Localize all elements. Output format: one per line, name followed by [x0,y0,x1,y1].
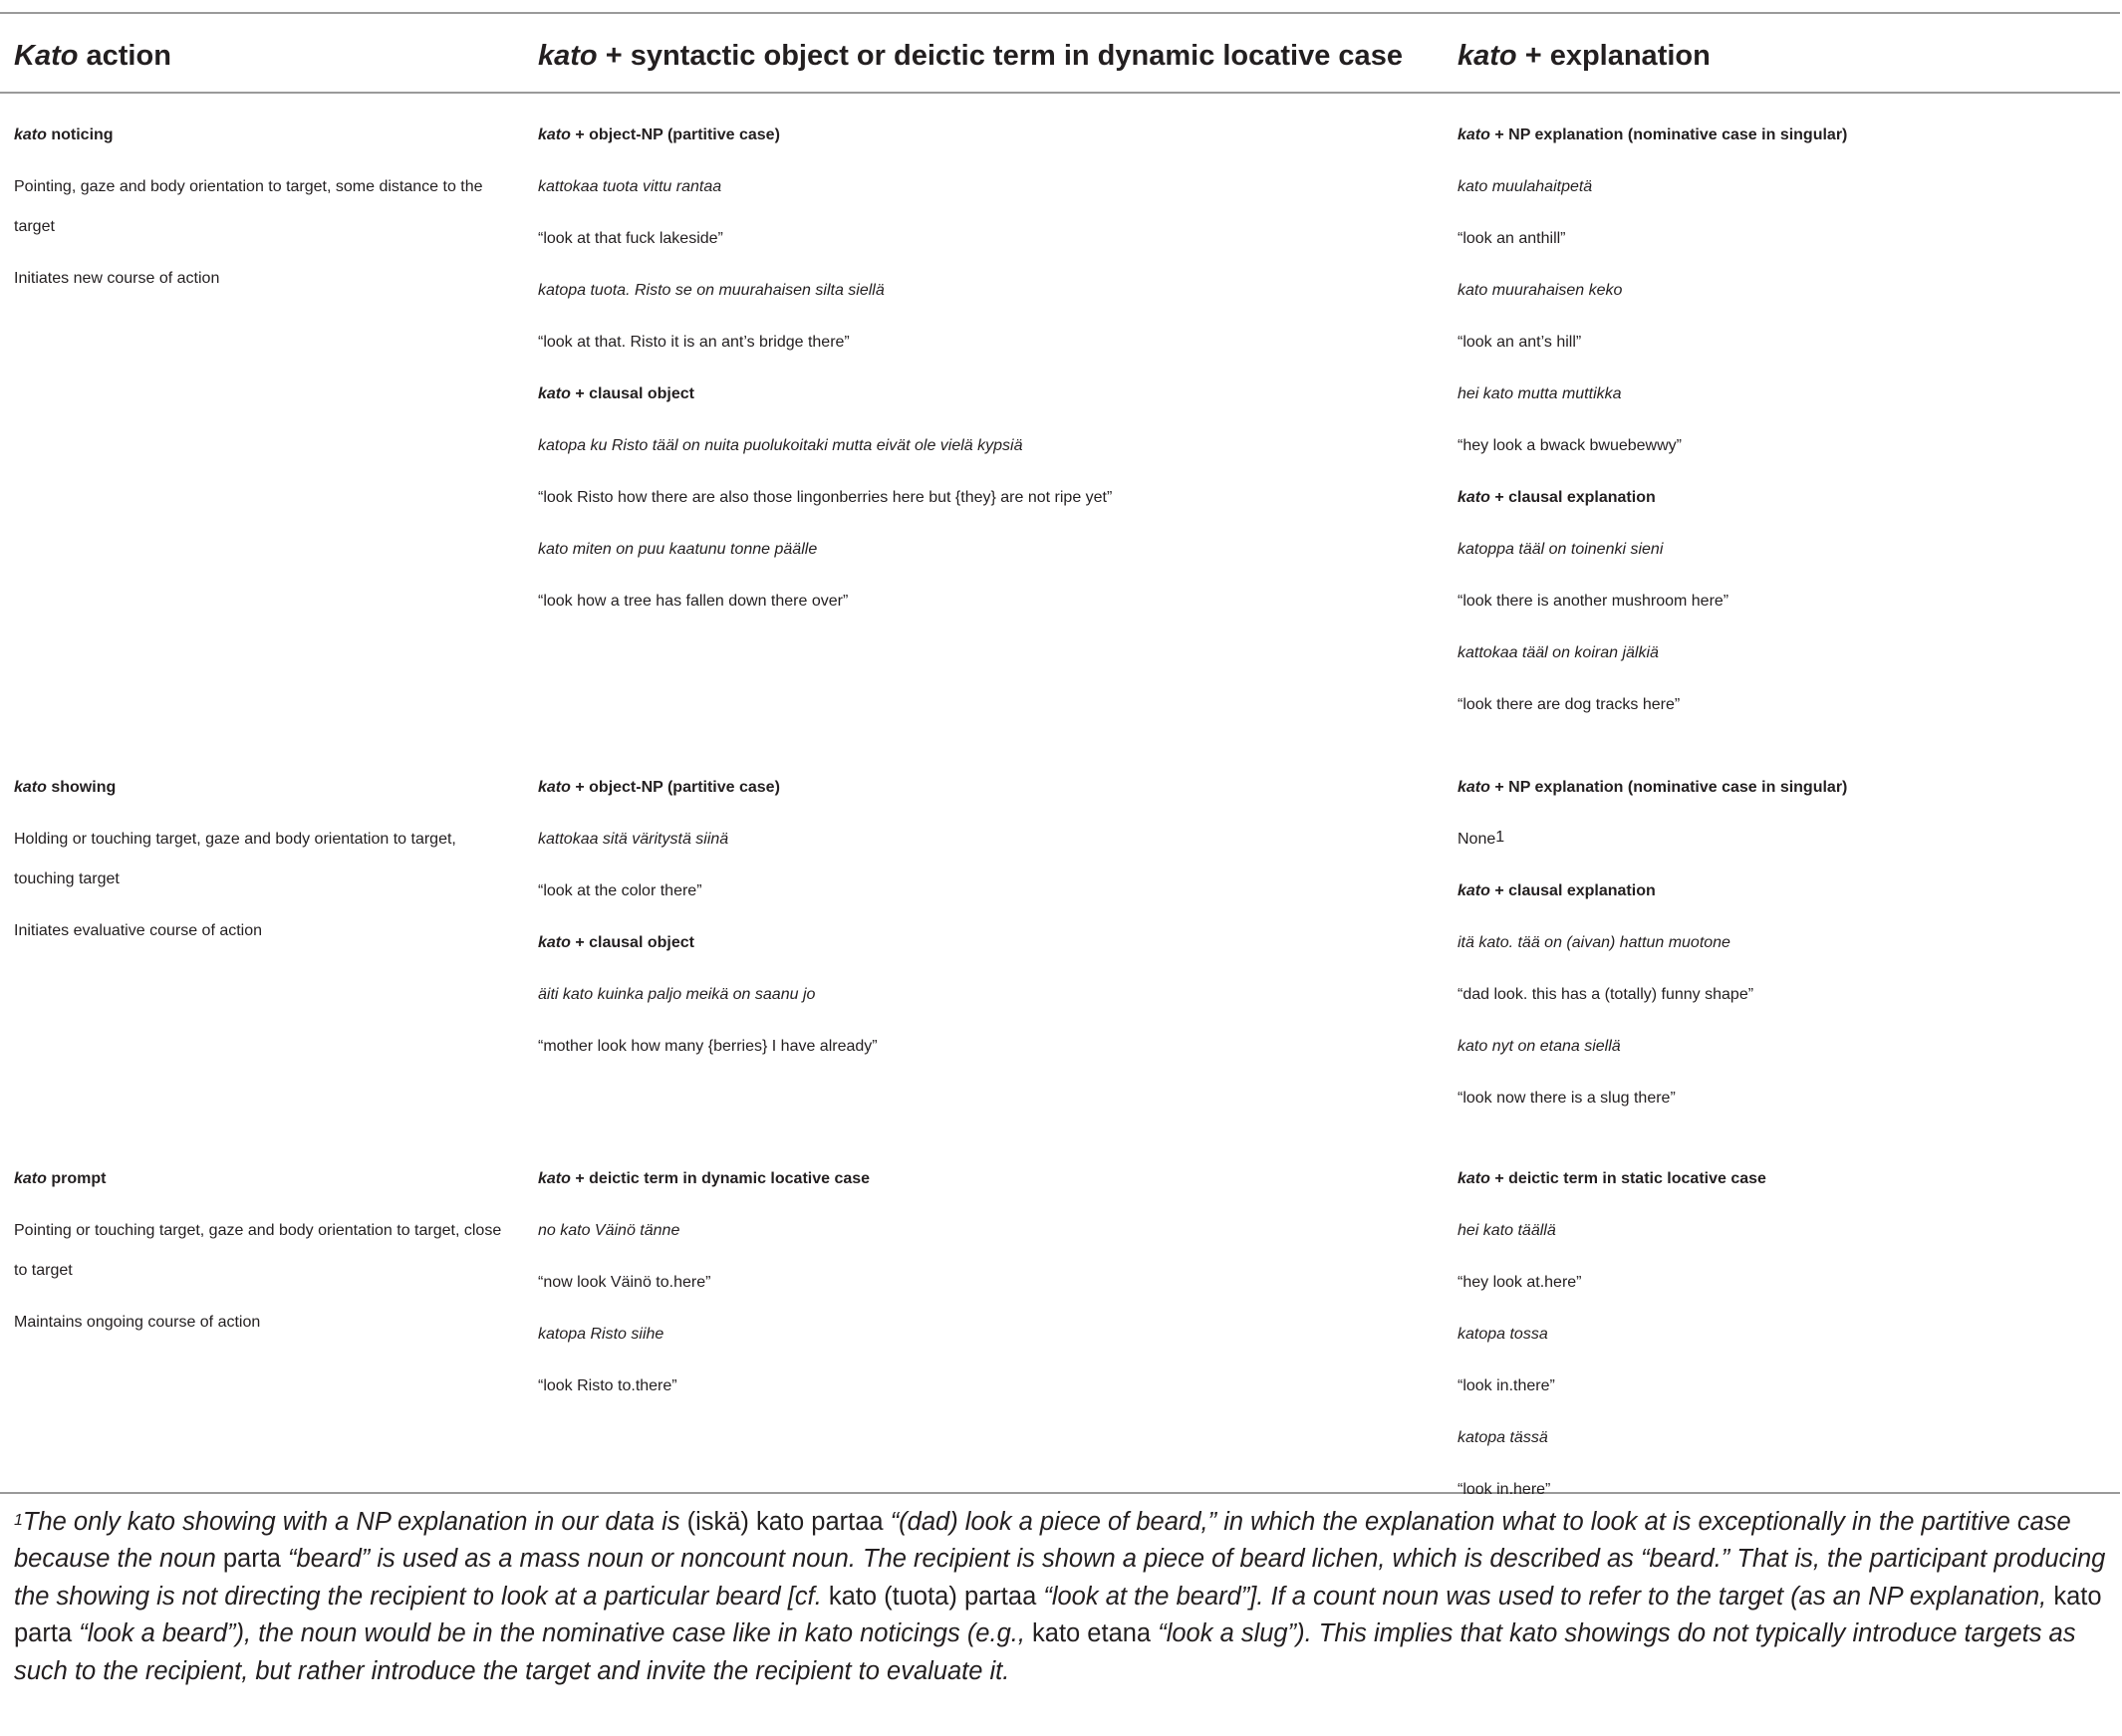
subheading: kato + clausal explanation [1458,882,1656,899]
action-description: Holding or touching target, gaze and body orientation to target, touching target [14,831,456,887]
header-action-em: Kato [14,40,79,72]
english-translation: “look there is another mushroom here” [1458,593,1729,610]
english-translation: “look how a tree has fallen down there over” [538,593,849,610]
header-rule [0,92,2120,94]
footnote-segment: kato (tuota) partaa [828,1582,1037,1611]
row-noticing-object [538,116,1415,633]
footnote-ref: 1 [1495,829,1505,846]
subheading: kato + deictic term in dynamic locative case [538,1170,871,1187]
english-translation: “hey look a bwack bwuebewwy” [1458,437,1682,454]
finnish-example: no kato Väinö tänne [538,1222,680,1239]
finnish-example: kato nyt on etana siellä [1458,1038,1621,1055]
footnote-segment: “look a slug”). This implies that kato showings do not typically introduce targets as such to the recipient, but rather introduce the target and invite the recipient to evaluate it. [14,1619,2076,1685]
finnish-example: äiti kato kuinka paljo meikä on saanu jo [538,986,816,1003]
header-explanation-text: + explanation [1516,40,1711,72]
footnote-segment: kato etana [1032,1619,1152,1648]
finnish-example: kattokaa tuota vittu rantaa [538,178,722,195]
row-prompt-object [538,1159,1415,1418]
header-explanation [1458,36,1711,76]
action-function: Initiates new course of action [14,270,220,287]
finnish-example: itä kato. tää on (aivan) hattun muotone [1458,934,1730,951]
action-title: kato prompt [14,1170,107,1187]
subheading: kato + clausal object [538,385,694,402]
action-description: Pointing or touching target, gaze and body orientation to target, close to target [14,1222,502,1279]
footnote-segment: The only kato showing with a NP explanation in our data is [22,1508,687,1536]
english-translation: “look at that. Risto it is an ant’s bridge there” [538,334,850,351]
table-footnote [14,1504,2116,1690]
footnote-segment: “look a beard”), the noun would be in the nominative case like in kato noticings (e.g., [72,1619,1033,1648]
footnote-segment: kato parta [14,1582,2102,1648]
english-translation: “look an anthill” [1458,230,1566,247]
finnish-example: hei kato täällä [1458,1222,1556,1239]
header-action [14,36,171,76]
action-title: kato noticing [14,126,114,143]
row-showing-explanation [1458,768,2095,1130]
row-prompt-action [14,1159,502,1355]
footnote-marker: 1 [14,1512,23,1529]
finnish-example: katopa ku Risto tääl on nuita puolukoitaki mutta eivät ole vielä kypsiä [538,437,1023,454]
finnish-example: kattokaa sitä väritystä siinä [538,831,729,848]
footnote-segment: (iskä) kato partaa [686,1508,884,1536]
row-showing-action [14,768,502,963]
row-showing-object [538,768,1415,1079]
english-translation: “dad look. this has a (totally) funny shape” [1458,986,1754,1003]
english-translation: “mother look how many {berries} I have already” [538,1038,878,1055]
footnote-segment: “(dad) look a piece of beard,” in which the explanation what to look at is exceptionally in the partitive case because the noun [14,1508,2071,1574]
finnish-example: katopa tässä [1458,1429,1548,1446]
english-translation: “look Risto how there are also those lingonberries here but {they} are not ripe yet” [538,489,1113,506]
finnish-example: katopa tossa [1458,1326,1548,1343]
footnote-segment: parta [222,1545,281,1574]
row-prompt-explanation [1458,1159,2095,1522]
subheading: kato + clausal explanation [1458,489,1656,506]
english-translation: “look in.here” [1458,1481,1551,1498]
english-translation: “now look Väinö to.here” [538,1274,711,1291]
row-noticing-action [14,116,502,311]
subheading: kato + deictic term in static locative case [1458,1170,1766,1187]
header-action-text: action [78,40,171,72]
finnish-example: katopa Risto siihe [538,1326,664,1343]
english-translation: “look there are dog tracks here” [1458,696,1681,713]
english-translation: “look now there is a slug there” [1458,1090,1676,1107]
action-function: Maintains ongoing course of action [14,1314,261,1331]
header-object-text: + syntactic object or deictic term in dynamic locative case [597,40,1403,72]
english-translation: “look at that fuck lakeside” [538,230,723,247]
subheading: kato + NP explanation (nominative case in singular) [1458,126,1848,143]
finnish-example: kato muulahaitpetä [1458,178,1593,195]
none-entry: None$^1$ [1458,829,1505,848]
english-translation: “look Risto to.there” [538,1377,677,1394]
top-rule [0,12,2120,14]
english-translation: “look at the color there” [538,882,702,899]
subheading: kato + object-NP (partitive case) [538,779,780,796]
action-description: Pointing, gaze and body orientation to target, some distance to the target [14,178,483,235]
header-object [538,36,1403,76]
subheading: kato + NP explanation (nominative case in singular) [1458,779,1848,796]
english-translation: “look an ant’s hill” [1458,334,1582,351]
finnish-example: kato muurahaisen keko [1458,282,1623,299]
footnote-segment: “beard” is used as a mass noun or noncount noun. The recipient is shown a piece of beard lichen, which is described as “beard.” That is, the participant producing the showing is not directing the recipient to look at a particular beard [cf. [14,1545,2106,1611]
english-translation: “hey look at.here” [1458,1274,1582,1291]
subheading: kato + clausal object [538,934,694,951]
action-function: Initiates evaluative course of action [14,922,263,939]
footnote-segment: “look at the beard”]. If a count noun was used to refer to the target (as an NP explanation, [1036,1582,2054,1611]
subheading: kato + object-NP (partitive case) [538,126,780,143]
header-explanation-em: kato [1458,40,1517,72]
finnish-example: katoppa tääl on toinenki sieni [1458,541,1664,558]
row-noticing-explanation [1458,116,2095,737]
english-translation: “look in.there” [1458,1377,1555,1394]
action-title: kato showing [14,779,117,796]
finnish-example: katopa tuota. Risto se on muurahaisen silta siellä [538,282,885,299]
finnish-example: kattokaa tääl on koiran jälkiä [1458,644,1659,661]
finnish-example: kato miten on puu kaatunu tonne päälle [538,541,818,558]
footnote-text [14,1508,2105,1685]
finnish-example: hei kato mutta muttikka [1458,385,1622,402]
header-object-em: kato [538,40,598,72]
